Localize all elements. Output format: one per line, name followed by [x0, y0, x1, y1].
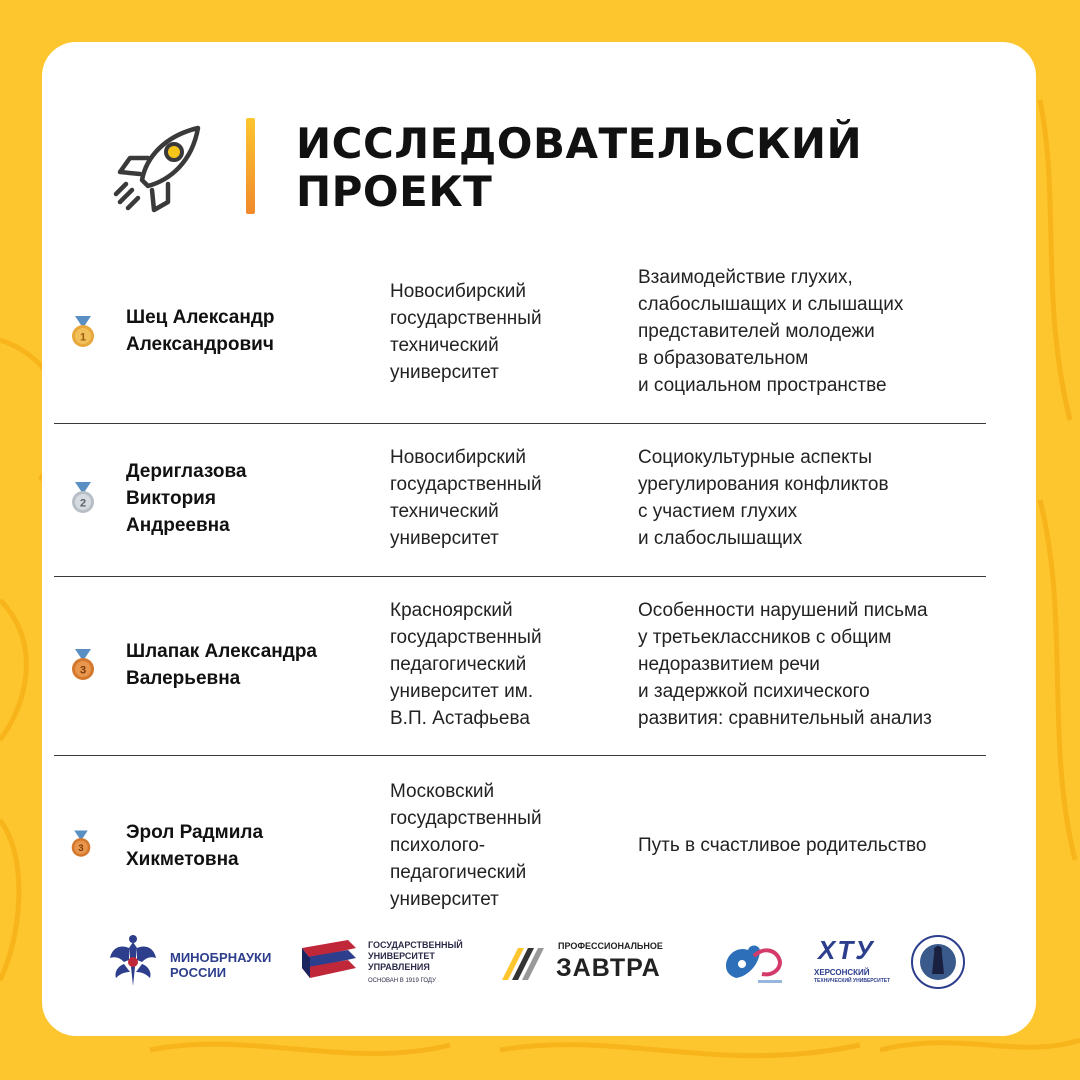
- project-topic: Путь в счастливое родительство: [638, 835, 927, 856]
- page-title: [296, 120, 862, 216]
- khtu-logo-icon: ХТУ: [818, 935, 875, 965]
- content-card: [42, 42, 1036, 1036]
- puzzle-hands-logo-icon: [720, 936, 786, 990]
- silver-medal-2-icon: [70, 482, 96, 514]
- participant-name: Эрол Радмила Хикметовна: [126, 822, 264, 870]
- project-topic: Особенности нарушений письма у третьеклассников с общим недоразвитием речи и задержкой психического развития: сравнительный анализ: [638, 600, 932, 729]
- university: Новосибирский государственный технический университет: [390, 281, 542, 383]
- header: [112, 118, 992, 228]
- university-seal-logo: [910, 932, 970, 992]
- rocket-icon: [112, 118, 208, 214]
- table-row: [54, 756, 986, 916]
- university: Московский государственный психолого- педагогический университет: [390, 781, 542, 910]
- professionalnoe-top-text: ПРОФЕССИОНАЛЬНОЕ: [558, 941, 663, 951]
- university: Новосибирский государственный технический университет: [390, 447, 542, 549]
- russian-eagle-emblem-icon: [108, 934, 158, 990]
- participant-name: Шлапак Александра Валерьевна: [126, 641, 318, 689]
- minobrnauki-text: МИНОБРНАУКИ РОССИИ: [170, 950, 272, 980]
- bronze-medal-3-icon: [70, 649, 96, 681]
- guu-text: ГОСУДАРСТВЕННЫЙ УНИВЕРСИТЕТ УПРАВЛЕНИЯ ОСНОВАН В 1919 ГОДУ: [368, 940, 463, 984]
- svg-text:1: 1: [79, 331, 87, 344]
- svg-text:2: 2: [79, 497, 87, 510]
- title-line-1: ИССЛЕДОВАТЕЛЬСКИЙ: [296, 119, 863, 168]
- slanted-stripes-logo-icon: [500, 940, 546, 984]
- svg-text:3: 3: [79, 664, 87, 677]
- kherson-university-logo: [810, 932, 900, 992]
- zavtra-text: ЗАВТРА: [556, 954, 661, 982]
- table-row: [54, 424, 986, 576]
- minobrnauki-logo: [108, 932, 288, 992]
- professionalnoe-zavtra-logo: [500, 932, 690, 992]
- guu-logo: [298, 932, 488, 992]
- project-topic: Взаимодействие глухих, слабослышащих и слышащих представителей молодежи в образовательном и социальном пространстве: [638, 267, 904, 396]
- svg-text:3: 3: [78, 843, 84, 854]
- table-row: [54, 577, 986, 755]
- participant-name: Шец Александр Александрович: [126, 307, 275, 355]
- university: Красноярский государственный педагогический университет им. В.П. Астафьева: [390, 600, 542, 729]
- project-topic: Социокультурные аспекты урегулирования конфликтов с участием глухих и слабослышащих: [638, 447, 889, 549]
- gold-medal-1-icon: [70, 316, 96, 348]
- guu-book-logo-icon: [298, 938, 360, 988]
- university-seal-logo-icon: [910, 934, 966, 990]
- title-line-2: ПРОЕКТ: [296, 167, 493, 216]
- puzzle-logo: [720, 932, 790, 992]
- kherson-text: ХЕРСОНСКИЙ ТЕХНИЧЕСКИЙ УНИВЕРСИТЕТ: [814, 968, 891, 984]
- header-accent-bar: [246, 118, 255, 214]
- participant-name: Дериглазова Виктория Андреевна: [126, 461, 247, 536]
- partner-logos: [102, 932, 982, 1002]
- table-row: [54, 266, 986, 422]
- bronze-medal-3-icon: [70, 830, 92, 858]
